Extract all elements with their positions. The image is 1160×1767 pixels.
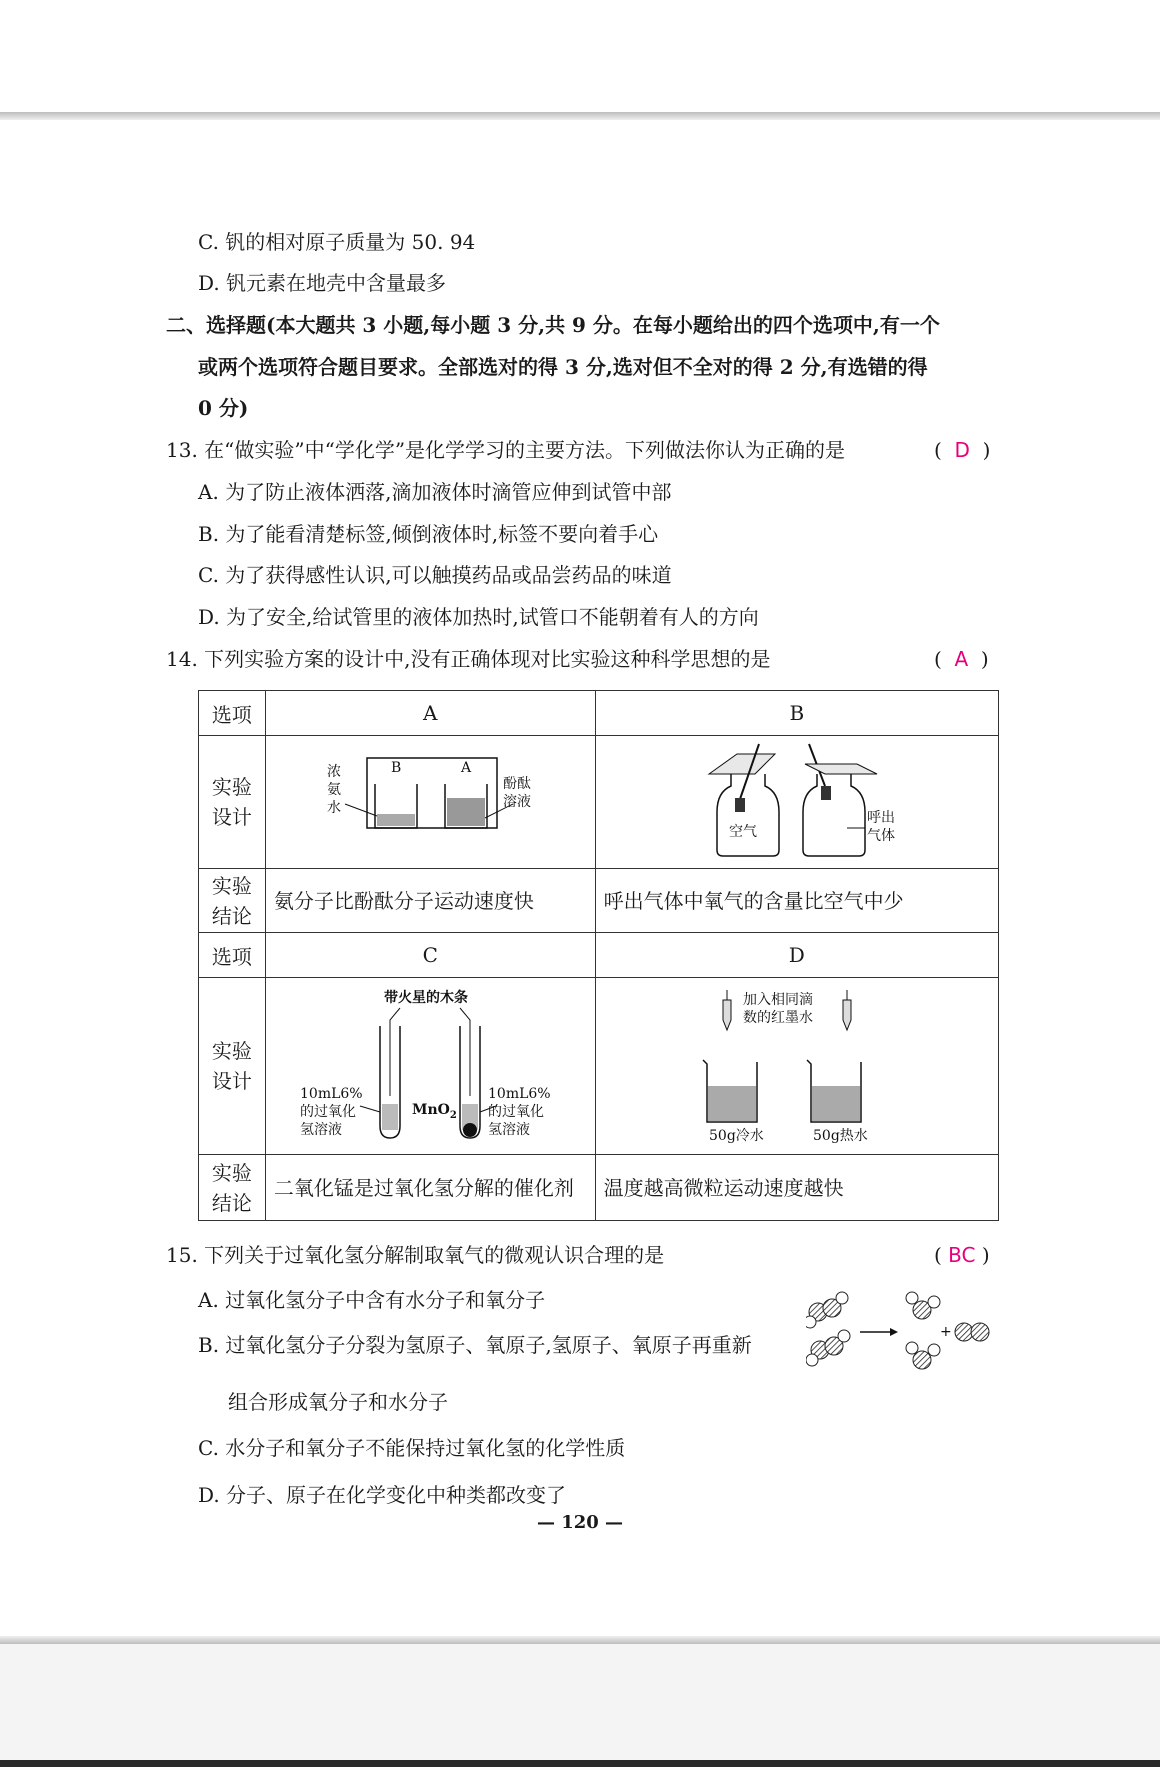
candle-right	[821, 786, 831, 800]
label-ammonia-1: 浓	[327, 764, 342, 780]
label-cold: 50g冷水	[708, 1128, 764, 1144]
label-ink-1: 加入相同滴	[742, 992, 813, 1008]
column-a-header: A	[265, 691, 595, 736]
water-molecule-bottom	[906, 1342, 940, 1369]
q15-option-d: D. 分子、原子在化学变化中种类都改变了	[198, 1483, 567, 1507]
design-label-cell-2	[199, 978, 266, 1155]
q13-option-c: C. 为了获得感性认识,可以触摸药品或品尝药品的味道	[198, 563, 672, 587]
design-label-1: 实验	[211, 775, 252, 799]
q13-option-d: D. 为了安全,给试管里的液体加热时,试管口不能朝着有人的方向	[198, 605, 759, 629]
dropper-left	[723, 990, 731, 1030]
table-row	[199, 691, 999, 736]
conclusion-label-cell-2	[199, 1155, 266, 1221]
design-label-2: 设计	[211, 805, 252, 829]
mno2-powder	[463, 1123, 477, 1137]
column-c-header: C	[265, 933, 595, 978]
q15-stem: 15. 下列关于过氧化氢分解制取氧气的微观认识合理的是	[166, 1243, 665, 1267]
q13-answer: D	[954, 438, 970, 462]
label-phenol-1: 酚酞	[503, 776, 532, 792]
design-label-cell	[199, 736, 266, 869]
figure-b-cell	[595, 736, 998, 869]
experiment-table	[198, 690, 999, 1221]
label-ammonia-3: 水	[327, 800, 342, 816]
label-splint: 带火星的木条	[384, 990, 469, 1006]
page-number: — 120 —	[536, 1512, 624, 1533]
figure-b-bottles	[697, 742, 897, 862]
conclusion-label-1b: 实验	[211, 1160, 252, 1185]
glass-plate	[709, 754, 775, 774]
arrow-head	[890, 1328, 898, 1336]
table-row	[199, 736, 999, 869]
label-b: B	[391, 760, 402, 776]
table-row	[199, 933, 999, 978]
conclusion-b: 呼出气体中氧气的含量比空气中少	[595, 869, 998, 933]
conclusion-label-2: 结论	[211, 903, 252, 928]
top-margin	[0, 0, 1160, 116]
h2o2-molecule-bottom	[806, 1330, 850, 1366]
table-row	[199, 978, 999, 1155]
table-row	[199, 1155, 999, 1221]
q13-option-b: B. 为了能看清楚标签,倾倒液体时,标签不要向着手心	[198, 522, 659, 546]
label-ammonia-2: 氨	[327, 782, 342, 798]
label-exhaled-2: 气体	[866, 828, 895, 844]
label-mno2	[412, 1102, 457, 1121]
q14-answer-bracket: ( A )	[934, 647, 989, 671]
label-phenol-2: 溶液	[503, 794, 532, 810]
glass-plate-right	[805, 764, 877, 774]
table-row	[199, 869, 999, 933]
mno2-subscript: 2	[450, 1110, 458, 1121]
splint-leaders	[390, 1008, 470, 1096]
reaction-diagram	[806, 1288, 1002, 1374]
section-heading-line-3: 0 分)	[198, 396, 249, 420]
label-right-1: 10mL6%	[488, 1086, 551, 1102]
q12-option-c: C. 钒的相对原子质量为 50. 94	[198, 230, 476, 254]
label-right-3: 氢溶液	[488, 1122, 531, 1138]
bottom-bar	[0, 1760, 1160, 1767]
figure-a-beakers	[325, 752, 535, 852]
hot-water	[812, 1086, 860, 1121]
bottom-margin	[0, 1644, 1160, 1760]
conclusion-d: 温度越高微粒运动速度越快	[595, 1155, 998, 1221]
figure-a-cell	[265, 736, 595, 869]
page-bottom-edge	[0, 1636, 1160, 1644]
conclusion-c: 二氧化锰是过氧化氢分解的催化剂	[265, 1155, 595, 1221]
conclusion-label-2b: 结论	[211, 1190, 252, 1215]
figure-c-cell	[265, 978, 595, 1155]
section-heading-line-1: 二、选择题(本大题共 3 小题,每小题 3 分,共 9 分。在每小题给出的四个选项中,有一个	[166, 313, 940, 337]
option-label-cell-2: 选项	[199, 933, 266, 978]
q13-option-a: A. 为了防止液体洒落,滴加液体时滴管应伸到试管中部	[198, 480, 672, 504]
conclusion-label-1: 实验	[211, 873, 252, 898]
label-left-1: 10mL6%	[300, 1086, 363, 1102]
figure-d-beakers	[697, 986, 897, 1146]
conclusion-label-cell	[199, 869, 266, 933]
leader-left	[360, 1106, 380, 1112]
q15-option-b-line-2: 组合形成氧分子和水分子	[228, 1390, 448, 1414]
label-exhaled-1: 呼出	[866, 810, 895, 826]
mno2-text: MnO	[412, 1102, 451, 1118]
section-heading-line-2: 或两个选项符合题目要求。全部选对的得 3 分,选对但不全对的得 2 分,有选错的得	[198, 355, 928, 379]
label-a: A	[461, 760, 472, 776]
design-label-1b: 实验	[211, 1039, 252, 1063]
label-air: 空气	[728, 824, 757, 840]
figure-d-cell	[595, 978, 998, 1155]
q14-stem: 14. 下列实验方案的设计中,没有正确体现对比实验这种科学思想的是	[166, 647, 771, 671]
label-ink-2: 数的红墨水	[742, 1010, 813, 1026]
q15-answer: BC	[948, 1243, 976, 1267]
candle-left	[735, 798, 745, 812]
beaker-b-liquid	[377, 814, 415, 826]
beaker-a-liquid	[447, 798, 485, 826]
column-b-header: B	[595, 691, 998, 736]
label-right-2: 的过氧化	[488, 1104, 545, 1120]
bottle-exhaled	[803, 774, 865, 856]
q15-option-a: A. 过氧化氢分子中含有水分子和氧分子	[198, 1288, 546, 1312]
h2o2-molecule-top	[806, 1292, 848, 1328]
figure-c-test-tubes	[300, 986, 560, 1146]
q13-stem: 13. 在“做实验”中“学化学”是化学学习的主要方法。下列做法你认为正确的是	[166, 438, 846, 462]
cold-water	[708, 1086, 756, 1121]
q14-answer: A	[954, 647, 969, 671]
oxygen-molecule	[955, 1323, 989, 1341]
q13-answer-bracket: ( D )	[934, 438, 991, 462]
q12-option-d: D. 钒元素在地壳中含量最多	[198, 271, 447, 295]
label-left-2: 的过氧化	[300, 1104, 357, 1120]
option-label-cell: 选项	[199, 691, 266, 736]
plus-sign: +	[940, 1324, 952, 1340]
label-left-3: 氢溶液	[300, 1122, 343, 1138]
label-hot: 50g热水	[812, 1128, 868, 1144]
column-d-header: D	[595, 933, 998, 978]
liquid-left	[382, 1104, 398, 1130]
q15-option-c: C. 水分子和氧分子不能保持过氧化氢的化学性质	[198, 1436, 626, 1460]
q15-answer-bracket: ( BC )	[934, 1243, 990, 1267]
water-molecule-top	[906, 1292, 940, 1319]
q15-option-b-line-1: B. 过氧化氢分子分裂为氢原子、氧原子,氢原子、氧原子再重新	[198, 1333, 752, 1357]
label-leader-left	[345, 804, 377, 816]
bottle-air	[717, 774, 779, 856]
page-top-edge	[0, 112, 1160, 120]
conclusion-a: 氨分子比酚酞分子运动速度快	[265, 869, 595, 933]
design-label-2b: 设计	[211, 1069, 252, 1093]
dropper-right	[843, 990, 851, 1030]
